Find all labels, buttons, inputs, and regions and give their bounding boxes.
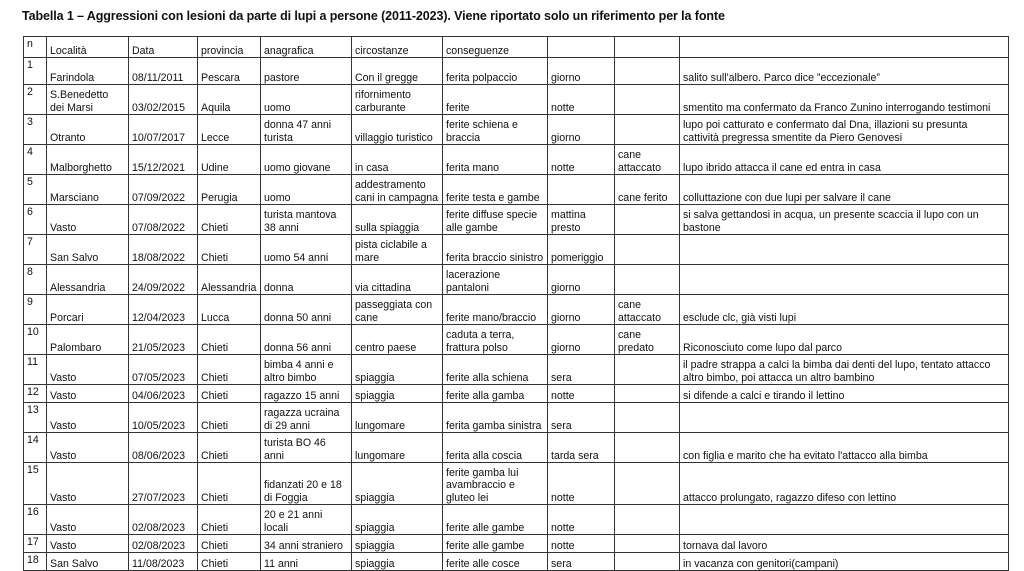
cell-animale xyxy=(615,265,680,295)
cell-conseguenze: caduta a terra, frattura polso xyxy=(443,325,548,355)
cell-provincia: Pescara xyxy=(198,58,261,85)
cell-conseguenze: lacerazione pantaloni xyxy=(443,265,548,295)
cell-localita: Vasto xyxy=(47,205,129,235)
table-row xyxy=(24,205,1009,235)
cell-momento: giorno xyxy=(548,58,615,85)
cell-animale xyxy=(615,553,680,571)
cell-circostanze: in casa xyxy=(352,145,443,175)
cell-localita: Vasto xyxy=(47,463,129,505)
cell-data: 04/06/2023 xyxy=(129,385,198,403)
cell-data: 08/06/2023 xyxy=(129,433,198,463)
cell-conseguenze: ferita polpaccio xyxy=(443,58,548,85)
cell-data: 11/08/2023 xyxy=(129,553,198,571)
cell-momento: sera xyxy=(548,355,615,385)
cell-circostanze: via cittadina xyxy=(352,265,443,295)
cell-data: 07/08/2022 xyxy=(129,205,198,235)
cell-anagrafica: donna xyxy=(261,265,352,295)
cell-animale xyxy=(615,505,680,535)
cell-n: 14 xyxy=(24,433,47,463)
cell-data: 15/12/2021 xyxy=(129,145,198,175)
cell-conseguenze: ferita alla coscia xyxy=(443,433,548,463)
cell-circostanze: villaggio turistico xyxy=(352,115,443,145)
cell-note: in vacanza con genitori(campani) xyxy=(680,553,1009,571)
cell-momento: giorno xyxy=(548,265,615,295)
cell-anagrafica: fidanzati 20 e 18 di Foggia xyxy=(261,463,352,505)
wolf-attacks-table xyxy=(23,36,1009,571)
cell-localita: Farindola xyxy=(47,58,129,85)
cell-note: con figlia e marito che ha evitato l'attacco alla bimba xyxy=(680,433,1009,463)
cell-localita: Porcari xyxy=(47,295,129,325)
cell-provincia: Chieti xyxy=(198,553,261,571)
cell-momento: tarda sera xyxy=(548,433,615,463)
cell-anagrafica: turista BO 46 anni xyxy=(261,433,352,463)
cell-anagrafica: donna 47 anni turista xyxy=(261,115,352,145)
cell-conseguenze: ferite schiena e braccia xyxy=(443,115,548,145)
cell-circostanze: spiaggia xyxy=(352,505,443,535)
table-row xyxy=(24,58,1009,85)
cell-localita: Vasto xyxy=(47,385,129,403)
cell-provincia: Chieti xyxy=(198,355,261,385)
header-provincia: provincia xyxy=(198,37,261,58)
cell-note xyxy=(680,235,1009,265)
cell-conseguenze: ferite alla gamba xyxy=(443,385,548,403)
cell-data: 21/05/2023 xyxy=(129,325,198,355)
cell-data: 10/07/2017 xyxy=(129,115,198,145)
cell-provincia: Chieti xyxy=(198,403,261,433)
cell-note: si difende a calci e tirando il lettino xyxy=(680,385,1009,403)
cell-circostanze: spiaggia xyxy=(352,385,443,403)
cell-data: 07/09/2022 xyxy=(129,175,198,205)
cell-anagrafica: turista mantova 38 anni xyxy=(261,205,352,235)
cell-animale xyxy=(615,115,680,145)
cell-animale xyxy=(615,205,680,235)
cell-n: 9 xyxy=(24,295,47,325)
header-anagrafica: anagrafica xyxy=(261,37,352,58)
cell-animale xyxy=(615,385,680,403)
header-momento xyxy=(548,37,615,58)
cell-conseguenze: ferite alle gambe xyxy=(443,505,548,535)
cell-localita: Palombaro xyxy=(47,325,129,355)
header-n: n xyxy=(24,37,47,58)
cell-animale: cane attaccato xyxy=(615,295,680,325)
cell-localita: Vasto xyxy=(47,433,129,463)
cell-provincia: Chieti xyxy=(198,235,261,265)
cell-n: 18 xyxy=(24,553,47,571)
cell-circostanze: spiaggia xyxy=(352,553,443,571)
table-row xyxy=(24,463,1009,505)
cell-n: 3 xyxy=(24,115,47,145)
cell-localita: Marsciano xyxy=(47,175,129,205)
cell-momento: sera xyxy=(548,403,615,433)
cell-provincia: Perugia xyxy=(198,175,261,205)
cell-circostanze: spiaggia xyxy=(352,535,443,553)
cell-provincia: Udine xyxy=(198,145,261,175)
cell-animale: cane predato xyxy=(615,325,680,355)
cell-n: 2 xyxy=(24,85,47,115)
cell-note: lupo ibrido attacca il cane ed entra in casa xyxy=(680,145,1009,175)
cell-n: 13 xyxy=(24,403,47,433)
cell-anagrafica: bimba 4 anni e altro bimbo xyxy=(261,355,352,385)
table-body xyxy=(24,37,1009,571)
table-row xyxy=(24,235,1009,265)
table-row xyxy=(24,265,1009,295)
cell-momento: pomeriggio xyxy=(548,235,615,265)
cell-momento: giorno xyxy=(548,295,615,325)
table-title: Tabella 1 – Aggressioni con lesioni da parte di lupi a persone (2011-2023). Viene riportato solo un riferimento per la fonte xyxy=(22,9,725,23)
table-row xyxy=(24,535,1009,553)
cell-momento: notte xyxy=(548,145,615,175)
cell-anagrafica: uomo xyxy=(261,175,352,205)
header-localita: Località xyxy=(47,37,129,58)
cell-animale xyxy=(615,85,680,115)
table-row xyxy=(24,403,1009,433)
cell-conseguenze: ferite gamba lui avambraccio e gluteo lei xyxy=(443,463,548,505)
cell-animale xyxy=(615,235,680,265)
cell-note: Riconosciuto come lupo dal parco xyxy=(680,325,1009,355)
cell-circostanze: sulla spiaggia xyxy=(352,205,443,235)
cell-n: 5 xyxy=(24,175,47,205)
cell-anagrafica: 20 e 21 anni locali xyxy=(261,505,352,535)
header-conseguenze: conseguenze xyxy=(443,37,548,58)
cell-provincia: Chieti xyxy=(198,325,261,355)
table-row xyxy=(24,115,1009,145)
cell-animale xyxy=(615,403,680,433)
cell-n: 8 xyxy=(24,265,47,295)
cell-localita: San Salvo xyxy=(47,235,129,265)
cell-momento: mattina presto xyxy=(548,205,615,235)
cell-note: il padre strappa a calci la bimba dai denti del lupo, tentato attacco altro bimbo, poi attacca un altro bambino xyxy=(680,355,1009,385)
cell-data: 08/11/2011 xyxy=(129,58,198,85)
cell-n: 12 xyxy=(24,385,47,403)
table-row xyxy=(24,433,1009,463)
cell-provincia: Lecce xyxy=(198,115,261,145)
table-row xyxy=(24,325,1009,355)
cell-data: 27/07/2023 xyxy=(129,463,198,505)
cell-circostanze: Con il gregge xyxy=(352,58,443,85)
table-row xyxy=(24,505,1009,535)
cell-provincia: Lucca xyxy=(198,295,261,325)
cell-circostanze: rifornimento carburante xyxy=(352,85,443,115)
cell-circostanze: spiaggia xyxy=(352,355,443,385)
cell-note: si salva gettandosi in acqua, un presente scaccia il lupo con un bastone xyxy=(680,205,1009,235)
cell-momento: notte xyxy=(548,385,615,403)
cell-provincia: Alessandria xyxy=(198,265,261,295)
cell-note: attacco prolungato, ragazzo difeso con lettino xyxy=(680,463,1009,505)
cell-animale xyxy=(615,355,680,385)
cell-anagrafica: pastore xyxy=(261,58,352,85)
cell-n: 6 xyxy=(24,205,47,235)
cell-conseguenze: ferite diffuse specie alle gambe xyxy=(443,205,548,235)
cell-momento: notte xyxy=(548,505,615,535)
cell-circostanze: addestramento cani in campagna xyxy=(352,175,443,205)
cell-momento: giorno xyxy=(548,325,615,355)
table-row xyxy=(24,145,1009,175)
table-row xyxy=(24,553,1009,571)
cell-momento: giorno xyxy=(548,115,615,145)
cell-circostanze: spiaggia xyxy=(352,463,443,505)
cell-momento xyxy=(548,175,615,205)
cell-momento: notte xyxy=(548,535,615,553)
cell-data: 18/08/2022 xyxy=(129,235,198,265)
cell-data: 10/05/2023 xyxy=(129,403,198,433)
cell-conseguenze: ferite alle cosce xyxy=(443,553,548,571)
cell-momento: sera xyxy=(548,553,615,571)
cell-localita: San Salvo xyxy=(47,553,129,571)
cell-data: 02/08/2023 xyxy=(129,505,198,535)
cell-n: 10 xyxy=(24,325,47,355)
cell-animale xyxy=(615,58,680,85)
cell-animale: cane ferito xyxy=(615,175,680,205)
table-row xyxy=(24,385,1009,403)
cell-note: tornava dal lavoro xyxy=(680,535,1009,553)
cell-n: 11 xyxy=(24,355,47,385)
table-row xyxy=(24,295,1009,325)
cell-localita: Otranto xyxy=(47,115,129,145)
cell-localita: Vasto xyxy=(47,505,129,535)
cell-anagrafica: ragazza ucraina di 29 anni xyxy=(261,403,352,433)
cell-n: 17 xyxy=(24,535,47,553)
table-row xyxy=(24,355,1009,385)
cell-data: 12/04/2023 xyxy=(129,295,198,325)
cell-anagrafica: uomo xyxy=(261,85,352,115)
cell-circostanze: lungomare xyxy=(352,403,443,433)
cell-localita: Malborghetto xyxy=(47,145,129,175)
cell-momento: notte xyxy=(548,85,615,115)
cell-animale xyxy=(615,433,680,463)
table-row xyxy=(24,175,1009,205)
cell-localita: S.Benedetto dei Marsi xyxy=(47,85,129,115)
cell-provincia: Chieti xyxy=(198,463,261,505)
cell-momento: notte xyxy=(548,463,615,505)
cell-circostanze: centro paese xyxy=(352,325,443,355)
cell-conseguenze: ferite testa e gambe xyxy=(443,175,548,205)
cell-conseguenze: ferita braccio sinistro xyxy=(443,235,548,265)
cell-anagrafica: donna 56 anni xyxy=(261,325,352,355)
cell-note: salito sull'albero. Parco dice ”eccezionale” xyxy=(680,58,1009,85)
cell-data: 02/08/2023 xyxy=(129,535,198,553)
cell-n: 4 xyxy=(24,145,47,175)
cell-anagrafica: ragazzo 15 anni xyxy=(261,385,352,403)
cell-note xyxy=(680,505,1009,535)
cell-conseguenze: ferite xyxy=(443,85,548,115)
cell-n: 15 xyxy=(24,463,47,505)
cell-anagrafica: 11 anni xyxy=(261,553,352,571)
cell-provincia: Chieti xyxy=(198,505,261,535)
table-header-row xyxy=(24,37,1009,58)
cell-localita: Alessandria xyxy=(47,265,129,295)
cell-conseguenze: ferite mano/braccio xyxy=(443,295,548,325)
table-row xyxy=(24,85,1009,115)
cell-localita: Vasto xyxy=(47,535,129,553)
cell-anagrafica: donna 50 anni xyxy=(261,295,352,325)
cell-circostanze: pista ciclabile a mare xyxy=(352,235,443,265)
cell-conseguenze: ferita gamba sinistra xyxy=(443,403,548,433)
cell-provincia: Aquila xyxy=(198,85,261,115)
cell-circostanze: passeggiata con cane xyxy=(352,295,443,325)
cell-animale: cane attaccato xyxy=(615,145,680,175)
cell-note xyxy=(680,265,1009,295)
cell-anagrafica: 34 anni straniero xyxy=(261,535,352,553)
cell-n: 1 xyxy=(24,58,47,85)
cell-conseguenze: ferite alla schiena xyxy=(443,355,548,385)
cell-localita: Vasto xyxy=(47,403,129,433)
cell-provincia: Chieti xyxy=(198,205,261,235)
header-animale xyxy=(615,37,680,58)
header-note xyxy=(680,37,1009,58)
cell-provincia: Chieti xyxy=(198,535,261,553)
cell-note: smentito ma confermato da Franco Zunino interrogando testimoni xyxy=(680,85,1009,115)
cell-note xyxy=(680,403,1009,433)
cell-anagrafica: uomo giovane xyxy=(261,145,352,175)
header-data: Data xyxy=(129,37,198,58)
cell-data: 24/09/2022 xyxy=(129,265,198,295)
cell-localita: Vasto xyxy=(47,355,129,385)
cell-circostanze: lungomare xyxy=(352,433,443,463)
cell-n: 16 xyxy=(24,505,47,535)
cell-data: 07/05/2023 xyxy=(129,355,198,385)
cell-animale xyxy=(615,463,680,505)
cell-anagrafica: uomo 54 anni xyxy=(261,235,352,265)
cell-conseguenze: ferita mano xyxy=(443,145,548,175)
cell-animale xyxy=(615,535,680,553)
cell-provincia: Chieti xyxy=(198,433,261,463)
cell-note: lupo poi catturato e confermato dal Dna, illazioni su presunta cattività pregressa smentite da Piero Genovesi xyxy=(680,115,1009,145)
cell-note: esclude clc, già visti lupi xyxy=(680,295,1009,325)
cell-note: colluttazione con due lupi per salvare il cane xyxy=(680,175,1009,205)
cell-provincia: Chieti xyxy=(198,385,261,403)
cell-n: 7 xyxy=(24,235,47,265)
cell-conseguenze: ferite alle gambe xyxy=(443,535,548,553)
header-circostanze: circostanze xyxy=(352,37,443,58)
cell-data: 03/02/2015 xyxy=(129,85,198,115)
